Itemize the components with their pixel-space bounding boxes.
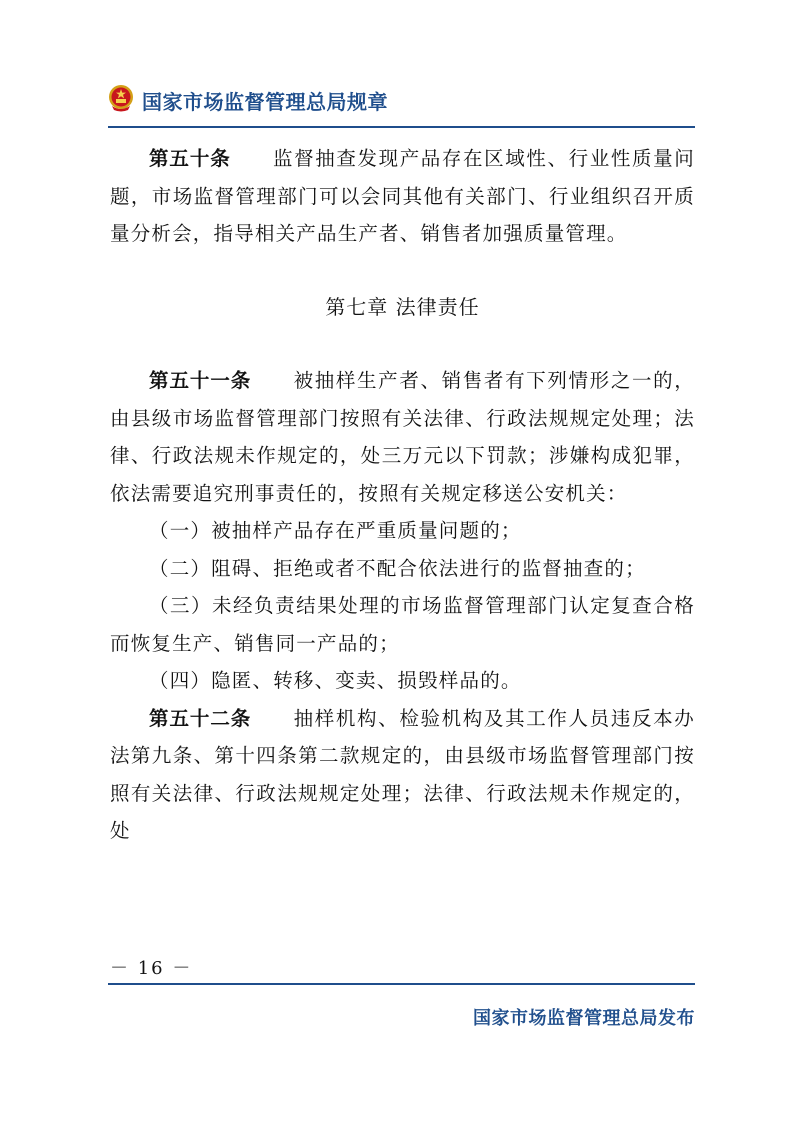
article-text: 监督抽查发现产品存在区域性、行业性质量问题，市场监督管理部门可以会同其他有关部门、行业组织召开质量分析会，指导相关产品生产者、销售者加强质量管理。	[110, 147, 695, 245]
list-item: （四）隐匿、转移、变卖、损毁样品的。	[149, 669, 522, 692]
article-51	[110, 362, 695, 512]
list-item: （三）未经负责结果处理的市场监督管理部门认定复查合格而恢复生产、销售同一产品的；	[110, 594, 695, 655]
header-divider	[108, 126, 695, 128]
article-text: 抽样机构、检验机构及其工作人员违反本办法第九条、第十四条第二款规定的，由县级市场监督管理部门按照有关法律、行政法规规定处理；法律、行政法规未作规定的，处	[110, 706, 695, 842]
national-emblem-icon	[108, 84, 134, 112]
chapter-title: 第七章 法律责任	[325, 294, 480, 319]
article-52	[110, 700, 695, 850]
footer-divider	[108, 983, 695, 985]
header-title: 国家市场监督管理总局规章	[142, 90, 388, 114]
article-50	[110, 140, 695, 253]
article-label: 第五十一条	[149, 369, 252, 392]
article-text: 被抽样生产者、销售者有下列情形之一的，由县级市场监督管理部门按照有关法律、行政法规规定处理；法律、行政法规未作规定的，处三万元以下罚款；涉嫌构成犯罪，依法需要追究刑事责任的，按照有关规定移送公安机关：	[110, 369, 695, 505]
footer-publisher: 国家市场监督管理总局发布	[473, 1008, 695, 1029]
list-item: （一）被抽样产品存在严重质量问题的；	[149, 519, 522, 542]
page-header	[108, 82, 698, 122]
document-body	[110, 140, 695, 850]
page-number: － 16 －	[110, 958, 193, 979]
list-item: （二）阻碍、拒绝或者不配合依法进行的监督抽查的；	[149, 556, 646, 580]
article-label: 第五十二条	[149, 706, 252, 730]
article-label: 第五十条	[149, 147, 231, 170]
